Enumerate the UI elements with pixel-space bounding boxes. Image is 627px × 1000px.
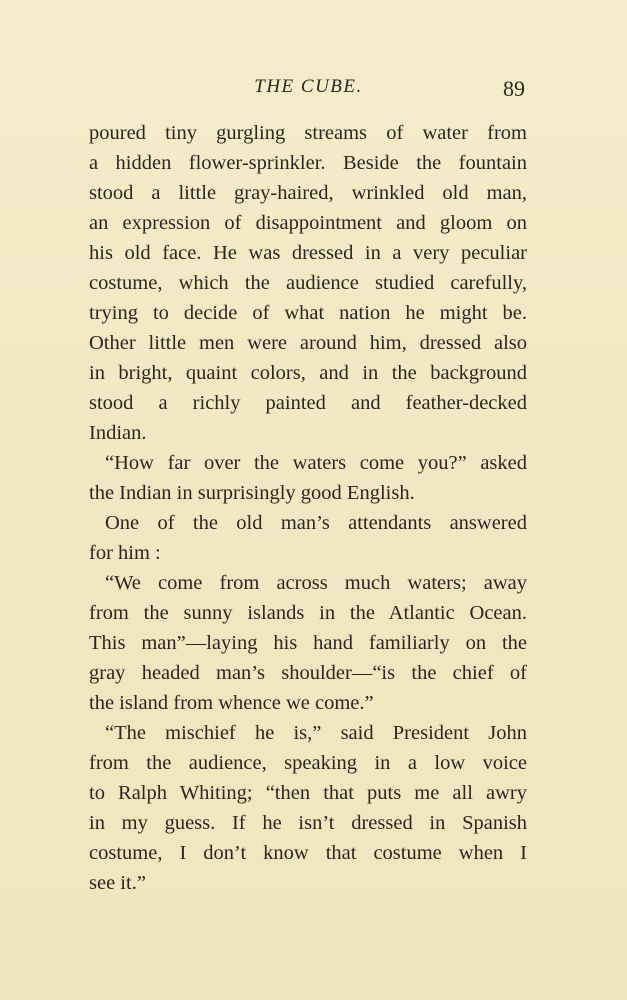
text-line: Other little men were around him, dressed also (89, 332, 527, 354)
text-line: poured tiny gurgling streams of water from (89, 122, 527, 144)
page-number: 89 (503, 76, 525, 101)
text-line: “The mischief he is,” said President John (105, 722, 527, 744)
text-line: the Indian in surprisingly good English. (89, 482, 415, 504)
text-line: stood a little gray-haired, wrinkled old man, (89, 182, 527, 204)
text-line: a hidden flower-sprinkler. Beside the fountain (89, 152, 527, 174)
text-line: costume, I don’t know that costume when I (89, 842, 527, 864)
text-line: stood a richly painted and feather-decked (89, 392, 527, 414)
text-line: “We come from across much waters; away (105, 572, 527, 594)
text-line: “How far over the waters come you?” asked (105, 452, 527, 474)
text-line: his old face. He was dressed in a very peculiar (89, 242, 527, 264)
text-line: to Ralph Whiting; “then that puts me all awry (89, 782, 527, 804)
text-line: costume, which the audience studied carefully, (89, 272, 527, 294)
text-line: from the audience, speaking in a low voice (89, 752, 527, 774)
text-line: an expression of disappointment and gloom on (89, 212, 527, 234)
text-line: see it.” (89, 872, 146, 894)
text-line: the island from whence we come.” (89, 692, 374, 714)
text-line: One of the old man’s attendants answered (105, 512, 527, 534)
text-line: Indian. (89, 422, 147, 444)
text-line: trying to decide of what nation he might be. (89, 302, 527, 324)
text-line: in bright, quaint colors, and in the background (89, 362, 527, 384)
text-line: gray headed man’s shoulder—“is the chief of (89, 662, 527, 684)
body-text (89, 118, 527, 898)
text-line: This man”—laying his hand familiarly on the (89, 632, 527, 654)
text-line: from the sunny islands in the Atlantic Ocean. (89, 602, 527, 624)
text-line: in my guess. If he isn’t dressed in Spanish (89, 812, 527, 834)
running-title: THE CUBE. (254, 76, 363, 97)
text-line: for him : (89, 542, 161, 564)
running-head (90, 76, 527, 104)
